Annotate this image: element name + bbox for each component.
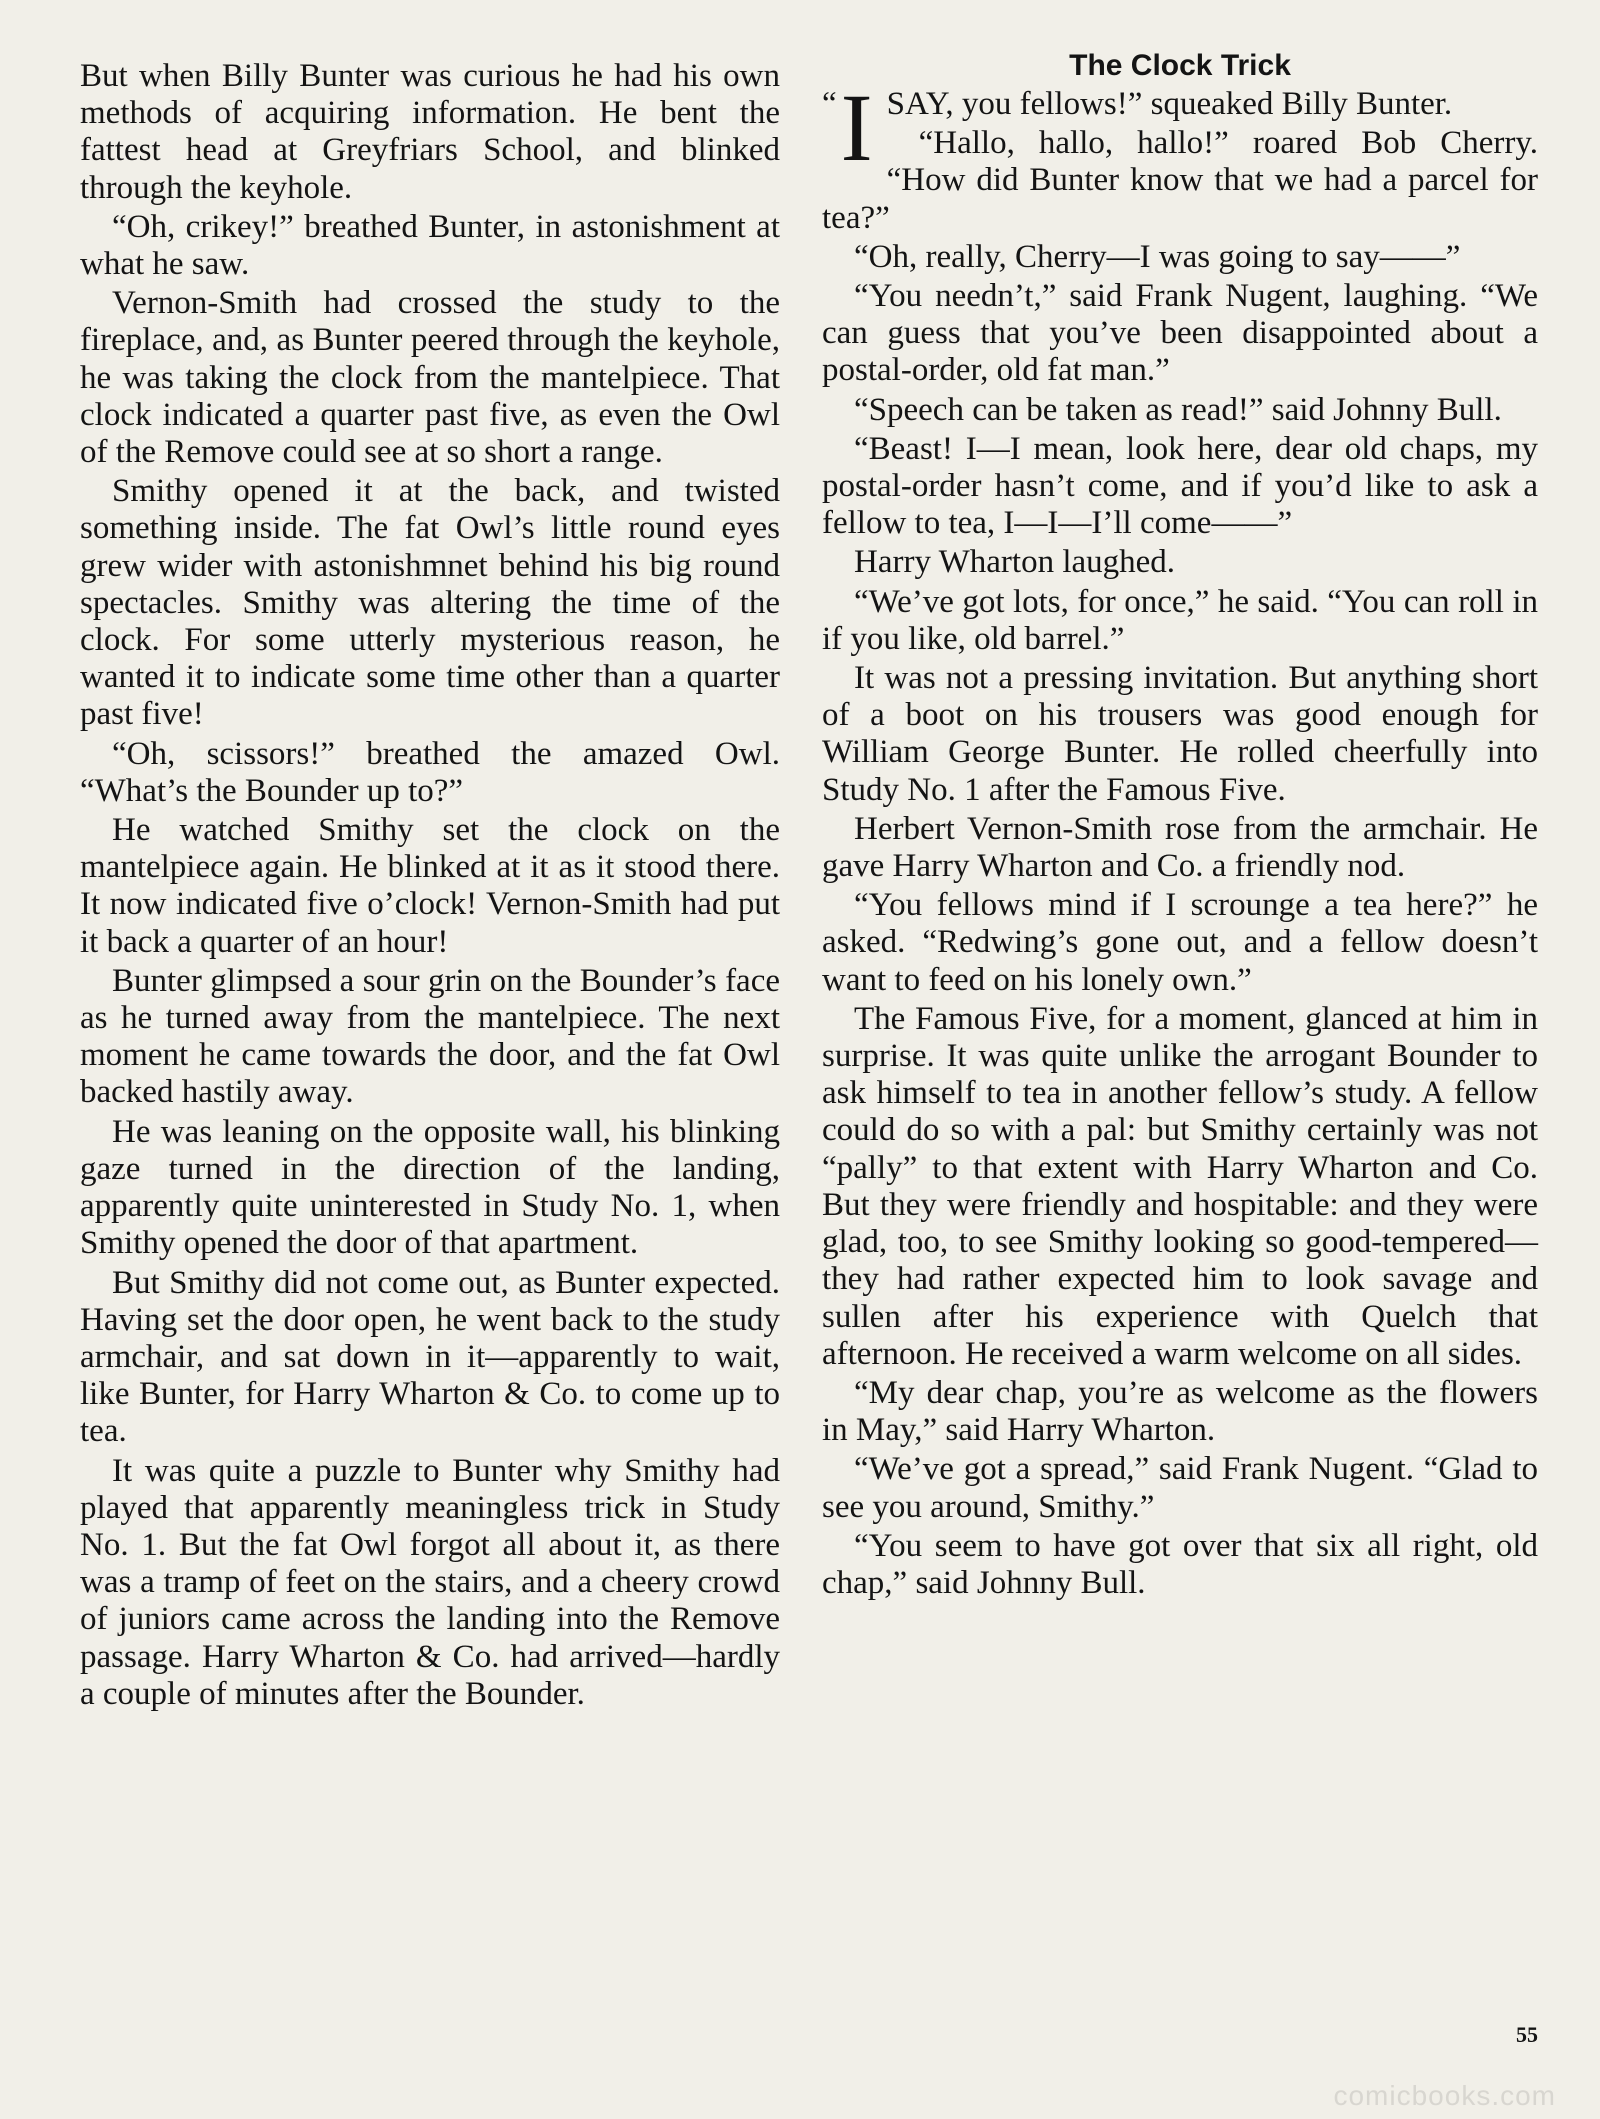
paragraph: “You seem to have got over that six all right, old chap,” said Johnny Bull. [822, 1527, 1538, 1601]
paragraph: It was quite a puzzle to Bunter why Smithy had played that apparently meaningless trick in Study No. 1. But the fat Owl forgot all about it, as there was a tramp of feet on the stairs, and a cheery crowd of juniors came across the landing into the Remove passage. Harry Wharton & Co. had arrived—hardly a couple of minutes after the Bounder. [80, 1452, 780, 1712]
paragraph: “Speech can be taken as read!” said Johnny Bull. [854, 391, 1502, 428]
paragraph: It was not a pressing invitation. But anything short of a boot on his trousers was good enough for William George Bunter. He rolled cheerfully into Study No. 1 after the Famous Five. [822, 660, 1538, 808]
paragraph: “Oh, scissors!” breathed the amazed Owl. “What’s the Bounder up to?” [80, 735, 780, 809]
paragraph: But Smithy did not come out, as Bunter expected. Having set the door open, he went back to the study armchair, and sat down in it—apparently to wait, like Bunter, for Harry Wharton & Co. to come up to tea. [80, 1264, 780, 1450]
paragraph: He watched Smithy set the clock on the mantelpiece again. He blinked at it as it stood there. It now indicated five o’clock! Vernon-Smith had put it back a quarter of an hour! [80, 812, 780, 960]
paragraph: Smithy opened it at the back, and twisted something inside. The fat Owl’s little round eyes grew wider with astonishmnet behind his big round spectacles. Smithy was altering the time of the clock. For some utterly mysterious reason, he wanted it to indicate some time other than a quarter past five! [80, 473, 780, 733]
right-column [822, 49, 1538, 1604]
paragraph: Vernon-Smith had crossed the study to the fireplace, and, as Bunter peered through the keyhole, he was taking the clock from the mantelpiece. That clock indicated a quarter past five, as even the Owl of the Remove could see at so short a range. [80, 285, 780, 471]
paragraph: “Oh, really, Cherry—I was going to say——” [854, 238, 1461, 275]
opening-quote: “ [822, 86, 837, 122]
page-number: 55 [1516, 2022, 1538, 2047]
paragraph: “Beast! I—I mean, look here, dear old chaps, my postal-order hasn’t come, and if you’d like to ask a fellow to tea, I—I—I’ll come——” [822, 430, 1538, 542]
paragraph: But when Billy Bunter was curious he had his own methods of acquiring information. He bent the fattest head at Greyfriars School, and blinked through the keyhole. [80, 58, 780, 206]
opening-text: SAY, you fellows!” squeaked Billy Bunter. [886, 86, 1453, 122]
drop-cap: I [840, 74, 873, 181]
paragraph: Herbert Vernon-Smith rose from the armchair. He gave Harry Wharton and Co. a friendly nod. [822, 810, 1538, 885]
paragraph: “We’ve got a spread,” said Frank Nugent. “Glad to see you around, Smithy.” [822, 1451, 1538, 1525]
left-column [80, 58, 780, 1715]
paragraph: Bunter glimpsed a sour grin on the Bounder’s face as he turned away from the mantelpiece. The next moment he came towards the door, and the fat Owl backed hastily away. [80, 962, 780, 1111]
paragraph: “You fellows mind if I scrounge a tea here?” he asked. “Redwing’s gone out, and a fellow doesn’t want to feed on his lonely own.” [822, 887, 1538, 998]
watermark: comicbooks.com [1333, 2080, 1556, 2111]
paragraph: “Hallo, hallo, hallo!” roared Bob Cherry. “How did Bunter know that we had a parcel for tea?” [822, 125, 1538, 236]
paragraph: “You needn’t,” said Frank Nugent, laughing. “We can guess that you’ve been disappointed about a postal-order, old fat man.” [822, 278, 1538, 389]
paragraph: “My dear chap, you’re as welcome as the flowers in May,” said Harry Wharton. [822, 1374, 1538, 1449]
section-heading: The Clock Trick [1069, 49, 1291, 82]
paragraph: “Oh, crikey!” breathed Bunter, in astonishment at what he saw. [80, 208, 780, 283]
paragraph: Harry Wharton laughed. [854, 544, 1176, 581]
paragraph: He was leaning on the opposite wall, his blinking gaze turned in the direction of the landing, apparently quite uninterested in Study No. 1, when Smithy opened the door of that apartment. [80, 1113, 780, 1262]
paragraph: “We’ve got lots, for once,” he said. “You can roll in if you like, old barrel.” [822, 583, 1538, 657]
paragraph: The Famous Five, for a moment, glanced at him in surprise. It was quite unlike the arrogant Bounder to ask himself to tea in another fellow’s study. A fellow could do so with a pal: but Smithy certainly was not “pally” to that extent with Harry Wharton and Co. But they were friendly and hospitable: and they were glad, too, to see Smithy looking so good-tempered—they had rather expected him to look savage and sullen after his experience with Quelch that afternoon. He received a warm welcome on all sides. [822, 1000, 1538, 1372]
